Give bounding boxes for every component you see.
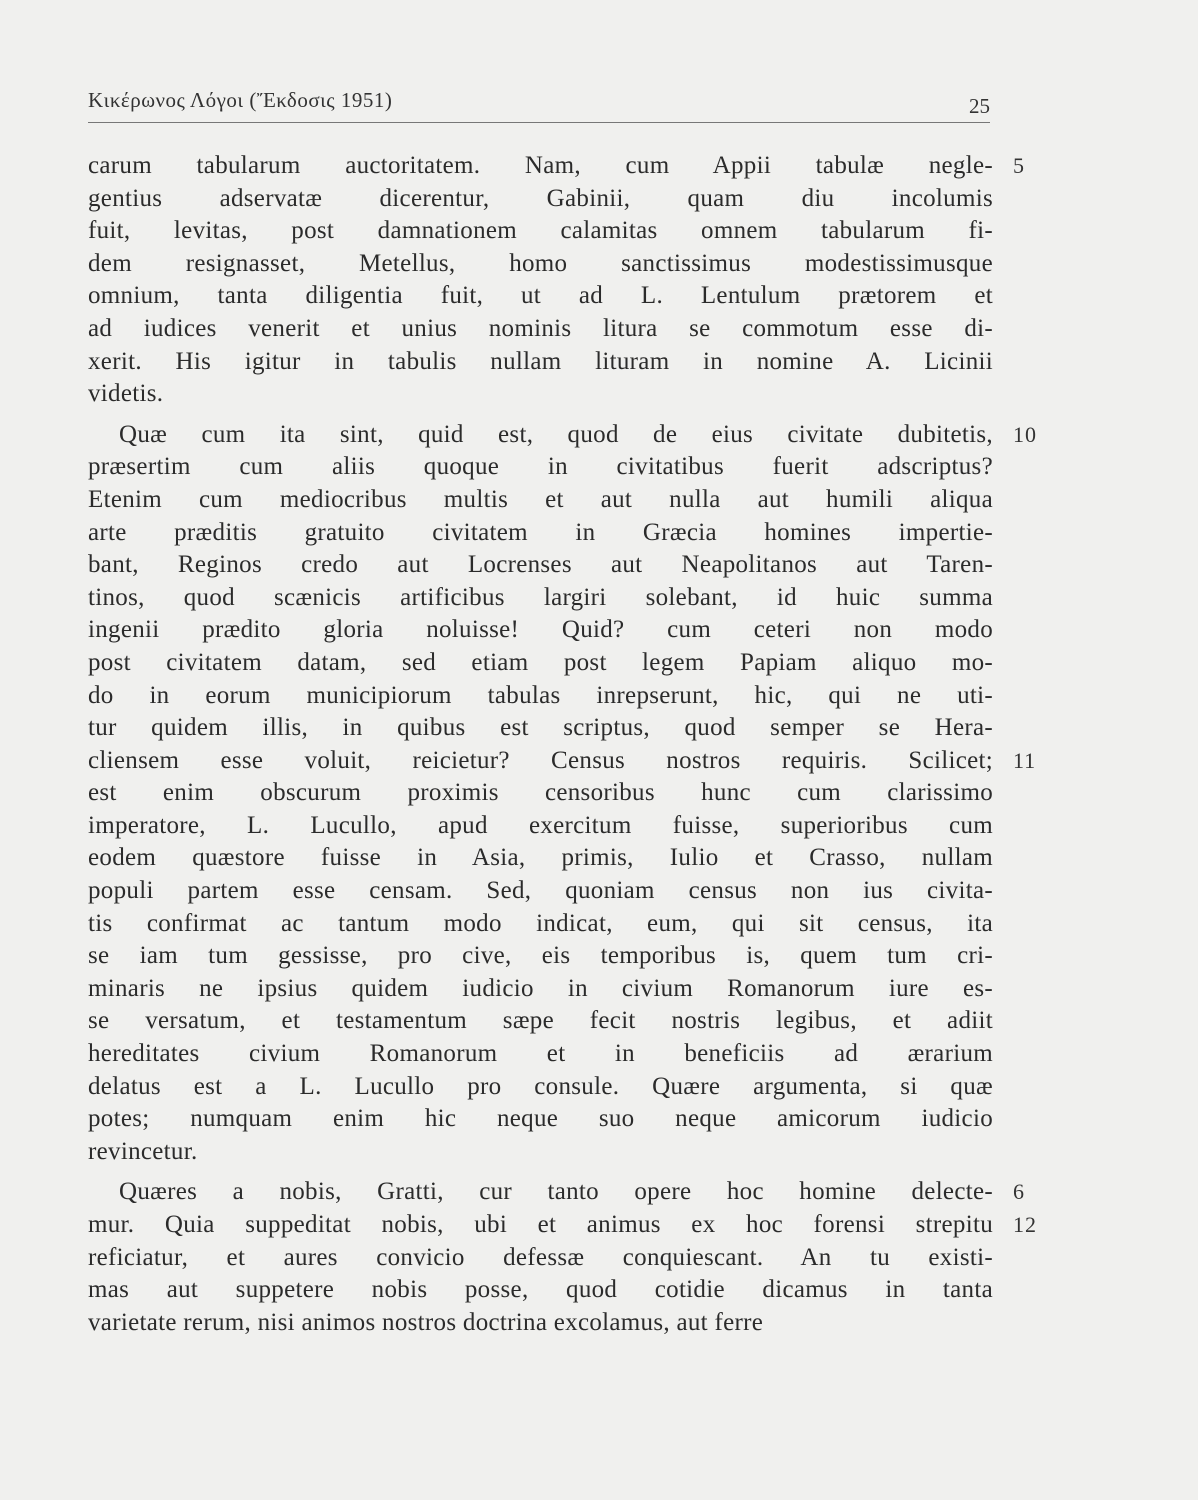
header-rule <box>88 122 990 123</box>
text-line <box>88 549 993 582</box>
text-line <box>88 940 993 973</box>
text-line <box>88 313 993 346</box>
text-line <box>88 842 993 875</box>
line-text: eodem quæstore fuisse in Asia, primis, Iulio et Crasso, nullam <box>88 844 993 872</box>
line-text: tur quidem illis, in quibus est scriptus, quod semper se Hera- <box>88 714 993 742</box>
line-text: ad iudices venerit et unius nominis litura se commotum esse di- <box>88 314 993 342</box>
text-line <box>88 908 993 941</box>
text-line <box>88 875 993 908</box>
line-text: delatus est a L. Lucullo pro consule. Quære argumenta, si quæ <box>88 1072 993 1100</box>
line-text: ingenii prædito gloria noluisse! Quid? cum ceteri non modo <box>88 616 993 644</box>
margin-section-number: 5 <box>1013 153 1025 178</box>
line-text: populi partem esse censam. Sed, quoniam census non ius civita- <box>88 877 993 905</box>
line-text: dem resignasset, Metellus, homo sanctissimus modestissimusque <box>88 249 993 277</box>
line-text: se iam tum gessisse, pro cive, eis temporibus is, quem tum cri- <box>88 942 993 970</box>
line-text: carum tabularum auctoritatem. Nam, cum Appii tabulæ negle- <box>88 152 993 179</box>
text-line <box>88 745 1037 778</box>
text-line <box>88 810 993 843</box>
text-line <box>88 419 1037 452</box>
line-text: potes; numquam enim hic neque suo neque amicorum iudicio <box>88 1105 993 1133</box>
line-text: gentius adservatæ dicerentur, Gabinii, quam diu incolumis <box>88 184 993 212</box>
text-line <box>88 647 993 680</box>
text-line <box>88 973 993 1006</box>
line-text: arte præditis gratuito civitatem in Græcia homines impertie- <box>88 518 993 546</box>
text-line <box>88 1136 993 1169</box>
margin-section-number: 11 <box>1013 747 1037 773</box>
text-line <box>88 1307 993 1340</box>
text-line <box>88 451 993 484</box>
line-text: cliensem esse voluit, reicietur? Census nostros requiris. Scilicet; <box>88 746 993 774</box>
line-text: imperatore, L. Lucullo, apud exercitum fuisse, superioribus cum <box>88 811 993 839</box>
text-line <box>88 1242 993 1275</box>
text-line <box>88 248 993 281</box>
line-text: mur. Quia suppeditat nobis, ubi et animus ex hoc forensi strepitu <box>88 1211 993 1238</box>
text-line <box>88 346 993 379</box>
margin-section-number: 12 <box>1013 1212 1037 1237</box>
line-text: revincetur. <box>88 1137 198 1165</box>
margin-section-number: 6 <box>1013 1179 1025 1205</box>
line-text: præsertim cum aliis quoque in civitatibus fuerit adscriptus? <box>88 453 993 481</box>
line-text: tis confirmat ac tantum modo indicat, eum, qui sit census, ita <box>88 909 993 937</box>
text-line <box>88 1071 993 1104</box>
line-text: est enim obscurum proximis censoribus hunc cum clarissimo <box>88 779 993 807</box>
line-text: Quæ cum ita sint, quid est, quod de eius civitate dubitetis, <box>119 420 993 448</box>
line-text: fuit, levitas, post damnationem calamitas omnem tabularum fi- <box>88 217 993 245</box>
text-line <box>88 1176 1025 1209</box>
running-head <box>88 80 990 120</box>
page-number: 25 <box>969 94 990 118</box>
line-text: videtis. <box>88 380 164 408</box>
text-line <box>88 150 1025 183</box>
margin-section-number: 10 <box>1013 421 1037 447</box>
text-line <box>88 582 993 615</box>
line-text: Quæres a nobis, Gratti, cur tanto opere hoc homine delecte- <box>119 1178 993 1206</box>
text-line <box>88 1103 993 1136</box>
line-text: Etenim cum mediocribus multis et aut nulla aut humili aliqua <box>88 485 993 513</box>
text-line <box>88 712 993 745</box>
text-line <box>88 517 993 550</box>
text-line <box>88 484 993 517</box>
line-text: post civitatem datam, sed etiam post legem Papiam aliquo mo- <box>88 648 993 676</box>
text-line <box>88 1005 993 1038</box>
text-line <box>88 1274 993 1307</box>
text-line <box>88 1038 993 1071</box>
text-line <box>88 614 993 647</box>
line-text: hereditates civium Romanorum et in beneficiis ad ærarium <box>88 1040 993 1068</box>
text-line <box>88 215 993 248</box>
line-text: xerit. His igitur in tabulis nullam lituram in nomine A. Licinii <box>88 347 993 375</box>
line-text: minaris ne ipsius quidem iudicio in civium Romanorum iure es- <box>88 974 993 1002</box>
text-line <box>88 378 993 411</box>
text-line <box>88 777 993 810</box>
line-text: mas aut suppetere nobis posse, quod cotidie dicamus in tanta <box>88 1276 993 1304</box>
body-text <box>88 150 1037 1339</box>
line-text: varietate rerum, nisi animos nostros doctrina excolamus, aut ferre <box>88 1308 764 1336</box>
running-title: Κικέρωνος Λόγοι (Ἔκδοσις 1951) <box>88 88 393 112</box>
text-line <box>88 280 993 313</box>
line-text: se versatum, et testamentum sæpe fecit nostris legibus, et adiit <box>88 1007 993 1035</box>
line-text: do in eorum municipiorum tabulas inrepserunt, hic, qui ne uti- <box>88 681 993 709</box>
line-text: omnium, tanta diligentia fuit, ut ad L. Lentulum prætorem et <box>88 282 993 310</box>
text-line <box>88 183 993 216</box>
text-line <box>88 1209 1037 1242</box>
text-line <box>88 680 993 713</box>
line-text: reficiatur, et aures convicio defessæ conquiescant. An tu existi- <box>88 1243 993 1271</box>
line-text: bant, Reginos credo aut Locrenses aut Neapolitanos aut Taren- <box>88 551 993 579</box>
line-text: tinos, quod scænicis artificibus largiri solebant, id huic summa <box>88 583 993 611</box>
